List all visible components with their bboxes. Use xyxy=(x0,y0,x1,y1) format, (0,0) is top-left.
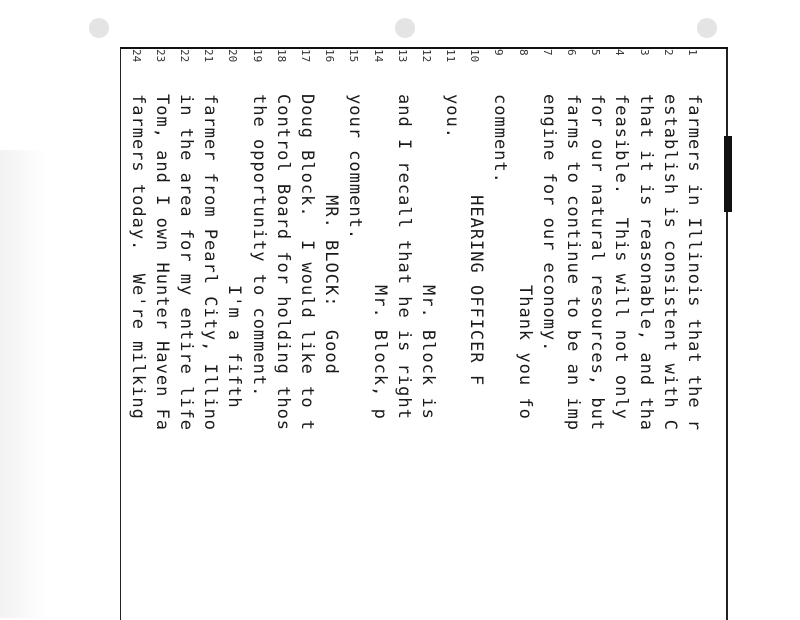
line-text: MR. BLOCK: Good xyxy=(321,94,342,375)
line-number: 12 xyxy=(419,49,433,63)
line-text: that it is reasonable, and tha xyxy=(635,94,656,432)
line-text: comment. xyxy=(490,94,511,184)
line-number: 18 xyxy=(274,49,288,63)
line-text: establish is consistent with C xyxy=(659,94,680,432)
transcript-page xyxy=(120,47,728,620)
line-number: 8 xyxy=(516,49,530,56)
line-number: 9 xyxy=(492,49,506,56)
transcript-line xyxy=(174,49,198,431)
line-text: in the area for my entire life xyxy=(176,94,197,432)
transcript-line xyxy=(682,49,706,431)
line-number: 17 xyxy=(299,49,312,63)
transcript-line xyxy=(513,49,537,431)
line-number: 24 xyxy=(129,49,143,63)
line-number: 14 xyxy=(371,49,385,63)
line-number: 22 xyxy=(178,49,192,63)
line-text: the opportunity to comment. xyxy=(248,94,269,398)
transcript-line xyxy=(440,49,464,431)
line-text: engine for our economy. xyxy=(538,94,559,353)
line-number: 20 xyxy=(226,49,240,63)
line-number: 2 xyxy=(661,49,675,56)
line-text: and I recall that he is right xyxy=(393,94,414,420)
transcript-line xyxy=(295,49,319,431)
line-number: 3 xyxy=(637,49,651,56)
line-number: 19 xyxy=(250,49,264,63)
transcript-line xyxy=(609,49,633,431)
line-text: farms to continue to be an imp xyxy=(563,94,584,432)
transcript-line xyxy=(585,49,609,431)
line-text: Doug Block. I would like to t xyxy=(297,94,317,432)
transcript-line xyxy=(222,49,246,431)
line-number: 15 xyxy=(347,49,361,63)
line-text: feasible. This will not only xyxy=(611,94,632,420)
rotated-text-block xyxy=(126,49,707,431)
transcript-line xyxy=(488,49,512,431)
transcript-line xyxy=(658,49,682,431)
page-edge xyxy=(726,49,728,620)
line-number: 6 xyxy=(565,49,579,56)
line-text: I'm a fifth xyxy=(224,94,245,409)
binder-hole-left xyxy=(89,18,109,38)
transcript-line xyxy=(392,49,416,431)
scan-shadow xyxy=(0,150,48,618)
transcript-line xyxy=(367,49,391,431)
line-text: Control Board for holding thos xyxy=(272,94,293,432)
line-text: you. xyxy=(442,94,463,139)
line-number: 10 xyxy=(468,49,482,63)
transcript-line xyxy=(319,49,343,431)
line-number: 1 xyxy=(686,49,699,56)
line-text: farmers in Illinois that the r xyxy=(684,94,704,432)
line-text: farmer from Pearl City, Illino xyxy=(200,94,221,432)
line-number: 4 xyxy=(613,49,627,56)
transcript-line xyxy=(150,49,174,431)
transcript-line xyxy=(464,49,488,431)
binder-hole-right xyxy=(697,18,717,38)
line-number: 11 xyxy=(444,49,458,63)
line-number: 7 xyxy=(540,49,554,56)
line-number: 5 xyxy=(589,49,603,56)
line-text: Thank you fo xyxy=(514,94,535,420)
line-text: farmers today. We're milking xyxy=(127,94,148,420)
line-text: for our natural resources, but xyxy=(587,94,608,432)
transcript-line xyxy=(271,49,295,431)
transcript-line xyxy=(198,49,222,431)
transcript-line xyxy=(416,49,440,431)
transcript-line xyxy=(537,49,561,431)
line-text: your comment. xyxy=(345,94,366,241)
transcript-line xyxy=(246,49,270,431)
binder-hole-center xyxy=(395,18,415,38)
transcript-line xyxy=(561,49,585,431)
line-text: HEARING OFFICER F xyxy=(466,94,487,387)
line-number: 23 xyxy=(153,49,167,63)
line-text: Tom, and I own Hunter Haven Fa xyxy=(151,94,172,432)
line-text: Mr. Block, p xyxy=(369,94,390,420)
transcript-line xyxy=(633,49,657,431)
line-number: 21 xyxy=(202,49,216,63)
transcript-line xyxy=(126,49,150,431)
line-number: 13 xyxy=(395,49,409,63)
line-text: Mr. Block is xyxy=(417,94,438,420)
line-number: 16 xyxy=(323,49,337,63)
transcript-line xyxy=(343,49,367,431)
binder-clip xyxy=(724,136,732,212)
